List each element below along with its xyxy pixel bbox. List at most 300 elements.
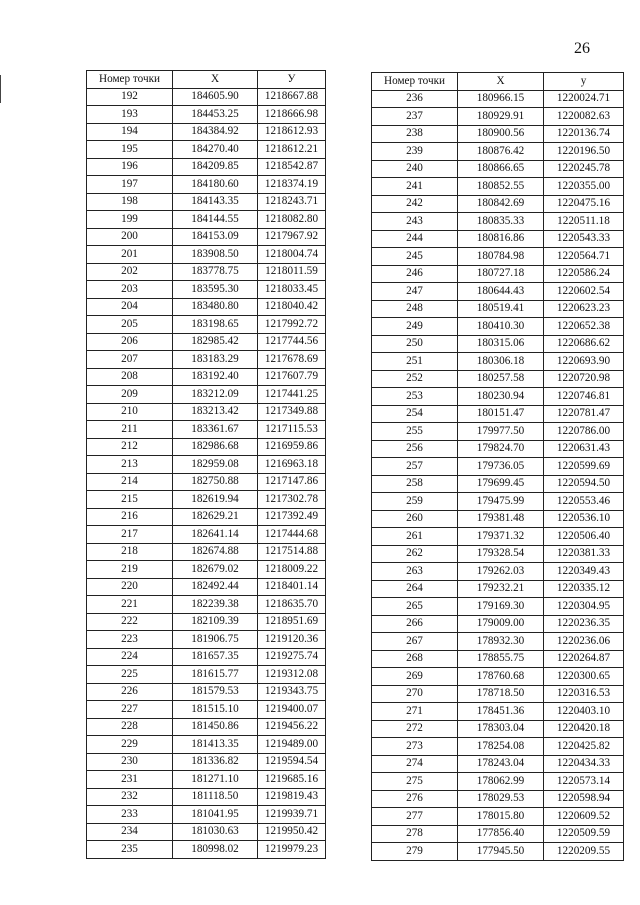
cell-y: 1217678.69 <box>258 351 326 369</box>
table-row <box>87 701 326 719</box>
cell-x: 180151.47 <box>458 405 544 423</box>
cell-y: 1218033.45 <box>258 281 326 299</box>
cell-point-number: 229 <box>87 736 173 754</box>
table-row <box>87 648 326 666</box>
cell-point-number: 231 <box>87 771 173 789</box>
cell-y: 1218374.19 <box>258 176 326 194</box>
cell-y: 1219950.42 <box>258 823 326 841</box>
cell-y: 1220475.16 <box>544 195 624 213</box>
table-row <box>372 440 624 458</box>
cell-point-number: 222 <box>87 613 173 631</box>
cell-y: 1220602.54 <box>544 283 624 301</box>
table-row <box>372 563 624 581</box>
cell-y: 1220236.06 <box>544 633 624 651</box>
cell-point-number: 203 <box>87 281 173 299</box>
cell-y: 1219312.08 <box>258 666 326 684</box>
cell-x: 178254.08 <box>458 738 544 756</box>
cell-point-number: 198 <box>87 193 173 211</box>
cell-x: 183778.75 <box>173 263 258 281</box>
cell-x: 180519.41 <box>458 300 544 318</box>
cell-y: 1218004.74 <box>258 246 326 264</box>
cell-point-number: 250 <box>372 335 458 353</box>
cell-x: 183212.09 <box>173 386 258 404</box>
cell-y: 1220381.33 <box>544 545 624 563</box>
cell-x: 178451.36 <box>458 703 544 721</box>
cell-x: 180929.91 <box>458 108 544 126</box>
table-row <box>372 773 624 791</box>
cell-x: 183192.40 <box>173 368 258 386</box>
table-row <box>372 598 624 616</box>
table-row <box>372 755 624 773</box>
table-row <box>372 353 624 371</box>
table-row <box>87 736 326 754</box>
cell-x: 180306.18 <box>458 353 544 371</box>
cell-y: 1218040.42 <box>258 298 326 316</box>
cell-y: 1220553.46 <box>544 493 624 511</box>
cell-y: 1216963.18 <box>258 456 326 474</box>
cell-point-number: 210 <box>87 403 173 421</box>
cell-point-number: 215 <box>87 491 173 509</box>
cell-point-number: 278 <box>372 825 458 843</box>
cell-x: 178932.30 <box>458 633 544 651</box>
cell-y: 1220652.38 <box>544 318 624 336</box>
table-row <box>87 246 326 264</box>
cell-point-number: 214 <box>87 473 173 491</box>
table-row <box>87 596 326 614</box>
cell-point-number: 194 <box>87 123 173 141</box>
cell-point-number: 275 <box>372 773 458 791</box>
cell-x: 180835.33 <box>458 213 544 231</box>
coordinates-table-left <box>86 70 326 859</box>
cell-point-number: 237 <box>372 108 458 126</box>
cell-x: 179699.45 <box>458 475 544 493</box>
cell-y: 1220693.90 <box>544 353 624 371</box>
cell-point-number: 211 <box>87 421 173 439</box>
cell-x: 178855.75 <box>458 650 544 668</box>
table-row <box>87 158 326 176</box>
cell-y: 1220236.35 <box>544 615 624 633</box>
table-row <box>87 753 326 771</box>
cell-point-number: 206 <box>87 333 173 351</box>
table-row <box>372 143 624 161</box>
cell-y: 1220209.55 <box>544 843 624 861</box>
cell-point-number: 192 <box>87 88 173 106</box>
table-row <box>87 88 326 106</box>
cell-y: 1218243.71 <box>258 193 326 211</box>
cell-x: 179475.99 <box>458 493 544 511</box>
table-row <box>372 423 624 441</box>
cell-point-number: 238 <box>372 125 458 143</box>
cell-point-number: 202 <box>87 263 173 281</box>
table-row <box>87 106 326 124</box>
cell-y: 1220264.87 <box>544 650 624 668</box>
cell-x: 179232.21 <box>458 580 544 598</box>
cell-x: 179977.50 <box>458 423 544 441</box>
cell-point-number: 279 <box>372 843 458 861</box>
cell-x: 181906.75 <box>173 631 258 649</box>
cell-x: 182674.88 <box>173 543 258 561</box>
cell-point-number: 226 <box>87 683 173 701</box>
cell-y: 1220686.62 <box>544 335 624 353</box>
cell-point-number: 204 <box>87 298 173 316</box>
cell-y: 1220631.43 <box>544 440 624 458</box>
cell-y: 1220316.53 <box>544 685 624 703</box>
cell-point-number: 251 <box>372 353 458 371</box>
header-point-number: Номер точки <box>87 71 173 89</box>
table-row <box>87 193 326 211</box>
cell-x: 183198.65 <box>173 316 258 334</box>
table-row <box>87 543 326 561</box>
table-row <box>372 370 624 388</box>
cell-y: 1218612.21 <box>258 141 326 159</box>
cell-x: 180315.06 <box>458 335 544 353</box>
table-row <box>87 281 326 299</box>
cell-point-number: 248 <box>372 300 458 318</box>
cell-x: 182629.21 <box>173 508 258 526</box>
cell-y: 1220720.98 <box>544 370 624 388</box>
cell-point-number: 266 <box>372 615 458 633</box>
cell-y: 1220623.23 <box>544 300 624 318</box>
cell-point-number: 262 <box>372 545 458 563</box>
cell-y: 1217441.25 <box>258 386 326 404</box>
table-row <box>87 841 326 859</box>
cell-point-number: 201 <box>87 246 173 264</box>
cell-y: 1220136.74 <box>544 125 624 143</box>
cell-y: 1220403.10 <box>544 703 624 721</box>
table-row <box>372 843 624 861</box>
cell-y: 1218635.70 <box>258 596 326 614</box>
cell-x: 182492.44 <box>173 578 258 596</box>
cell-y: 1220245.78 <box>544 160 624 178</box>
cell-x: 182679.02 <box>173 561 258 579</box>
cell-point-number: 253 <box>372 388 458 406</box>
cell-point-number: 265 <box>372 598 458 616</box>
cell-point-number: 243 <box>372 213 458 231</box>
cell-y: 1220304.95 <box>544 598 624 616</box>
cell-y: 1217349.88 <box>258 403 326 421</box>
cell-x: 182985.42 <box>173 333 258 351</box>
cell-y: 1220746.81 <box>544 388 624 406</box>
cell-point-number: 217 <box>87 526 173 544</box>
cell-point-number: 272 <box>372 720 458 738</box>
cell-x: 177856.40 <box>458 825 544 843</box>
cell-y: 1217744.56 <box>258 333 326 351</box>
cell-x: 180727.18 <box>458 265 544 283</box>
table-row <box>372 458 624 476</box>
cell-y: 1220543.33 <box>544 230 624 248</box>
cell-x: 180900.56 <box>458 125 544 143</box>
table-row <box>372 493 624 511</box>
cell-x: 182986.68 <box>173 438 258 456</box>
table-row <box>372 790 624 808</box>
cell-x: 181030.63 <box>173 823 258 841</box>
cell-y: 1217992.72 <box>258 316 326 334</box>
table-row <box>87 718 326 736</box>
cell-point-number: 209 <box>87 386 173 404</box>
cell-x: 179009.00 <box>458 615 544 633</box>
table-row <box>372 720 624 738</box>
cell-x: 179262.03 <box>458 563 544 581</box>
table-row <box>372 265 624 283</box>
cell-point-number: 242 <box>372 195 458 213</box>
cell-y: 1220573.14 <box>544 773 624 791</box>
cell-y: 1220355.00 <box>544 178 624 196</box>
cell-point-number: 244 <box>372 230 458 248</box>
cell-x: 184143.35 <box>173 193 258 211</box>
table-row <box>87 456 326 474</box>
table-row <box>87 631 326 649</box>
table-row <box>372 248 624 266</box>
cell-x: 183908.50 <box>173 246 258 264</box>
cell-y: 1218542.87 <box>258 158 326 176</box>
cell-y: 1220511.18 <box>544 213 624 231</box>
cell-y: 1219275.74 <box>258 648 326 666</box>
cell-y: 1219979.23 <box>258 841 326 859</box>
cell-x: 181450.86 <box>173 718 258 736</box>
cell-y: 1217147.86 <box>258 473 326 491</box>
cell-y: 1217514.88 <box>258 543 326 561</box>
table-row <box>372 668 624 686</box>
cell-x: 180876.42 <box>458 143 544 161</box>
cell-x: 180816.86 <box>458 230 544 248</box>
table-row <box>372 545 624 563</box>
table-row <box>87 771 326 789</box>
cell-point-number: 219 <box>87 561 173 579</box>
table-row <box>372 703 624 721</box>
cell-y: 1217115.53 <box>258 421 326 439</box>
cell-y: 1219939.71 <box>258 806 326 824</box>
cell-point-number: 240 <box>372 160 458 178</box>
table-row <box>372 528 624 546</box>
table-row <box>87 263 326 281</box>
cell-x: 180966.15 <box>458 90 544 108</box>
cell-y: 1219594.54 <box>258 753 326 771</box>
table-row <box>372 108 624 126</box>
cell-point-number: 247 <box>372 283 458 301</box>
cell-x: 178243.04 <box>458 755 544 773</box>
table-row <box>372 685 624 703</box>
cell-point-number: 213 <box>87 456 173 474</box>
table-row <box>87 508 326 526</box>
table-row <box>87 141 326 159</box>
table-row <box>372 318 624 336</box>
cell-y: 1217392.49 <box>258 508 326 526</box>
cell-x: 181271.10 <box>173 771 258 789</box>
cell-x: 183361.67 <box>173 421 258 439</box>
table-row <box>372 825 624 843</box>
cell-x: 180644.43 <box>458 283 544 301</box>
cell-x: 184270.40 <box>173 141 258 159</box>
cell-x: 182109.39 <box>173 613 258 631</box>
cell-point-number: 221 <box>87 596 173 614</box>
cell-x: 178718.50 <box>458 685 544 703</box>
table-row <box>372 808 624 826</box>
table-row <box>372 195 624 213</box>
cell-y: 1220082.63 <box>544 108 624 126</box>
cell-x: 180784.98 <box>458 248 544 266</box>
table-row <box>372 160 624 178</box>
cell-point-number: 220 <box>87 578 173 596</box>
cell-x: 179736.05 <box>458 458 544 476</box>
cell-x: 180410.30 <box>458 318 544 336</box>
cell-x: 179381.48 <box>458 510 544 528</box>
cell-point-number: 208 <box>87 368 173 386</box>
cell-x: 177945.50 <box>458 843 544 861</box>
cell-y: 1216959.86 <box>258 438 326 456</box>
cell-x: 184180.60 <box>173 176 258 194</box>
cell-point-number: 233 <box>87 806 173 824</box>
table-row <box>87 473 326 491</box>
cell-point-number: 263 <box>372 563 458 581</box>
table-row <box>372 738 624 756</box>
table-header-row <box>372 73 624 91</box>
cell-point-number: 252 <box>372 370 458 388</box>
cell-y: 1220506.40 <box>544 528 624 546</box>
table-row <box>87 228 326 246</box>
cell-point-number: 271 <box>372 703 458 721</box>
table-row <box>87 386 326 404</box>
cell-x: 180998.02 <box>173 841 258 859</box>
cell-x: 179328.54 <box>458 545 544 563</box>
table-row <box>372 90 624 108</box>
cell-point-number: 216 <box>87 508 173 526</box>
header-x: X <box>458 73 544 91</box>
cell-y: 1220598.94 <box>544 790 624 808</box>
cell-x: 178015.80 <box>458 808 544 826</box>
cell-point-number: 225 <box>87 666 173 684</box>
cell-x: 181336.82 <box>173 753 258 771</box>
cell-y: 1220786.00 <box>544 423 624 441</box>
cell-x: 178029.53 <box>458 790 544 808</box>
cell-point-number: 264 <box>372 580 458 598</box>
table-row <box>87 351 326 369</box>
cell-y: 1220335.12 <box>544 580 624 598</box>
table-row <box>372 125 624 143</box>
cell-point-number: 218 <box>87 543 173 561</box>
cell-point-number: 197 <box>87 176 173 194</box>
cell-y: 1220425.82 <box>544 738 624 756</box>
table-row <box>87 561 326 579</box>
table-row <box>87 211 326 229</box>
table-row <box>87 666 326 684</box>
cell-x: 181041.95 <box>173 806 258 824</box>
table-row <box>372 300 624 318</box>
cell-point-number: 256 <box>372 440 458 458</box>
margin-mark <box>0 75 1 103</box>
cell-y: 1217967.92 <box>258 228 326 246</box>
cell-y: 1220196.50 <box>544 143 624 161</box>
cell-y: 1220609.52 <box>544 808 624 826</box>
cell-y: 1220024.71 <box>544 90 624 108</box>
cell-point-number: 255 <box>372 423 458 441</box>
cell-x: 182959.08 <box>173 456 258 474</box>
cell-point-number: 235 <box>87 841 173 859</box>
cell-x: 182619.94 <box>173 491 258 509</box>
coordinates-table-right <box>371 72 624 861</box>
cell-point-number: 196 <box>87 158 173 176</box>
cell-x: 178303.04 <box>458 720 544 738</box>
cell-point-number: 246 <box>372 265 458 283</box>
table-row <box>372 615 624 633</box>
table-row <box>87 368 326 386</box>
table-row <box>372 633 624 651</box>
cell-point-number: 254 <box>372 405 458 423</box>
cell-point-number: 273 <box>372 738 458 756</box>
cell-x: 181118.50 <box>173 788 258 806</box>
header-y: у <box>544 73 624 91</box>
cell-point-number: 261 <box>372 528 458 546</box>
header-y: У <box>258 71 326 89</box>
cell-x: 181413.35 <box>173 736 258 754</box>
cell-x: 184153.09 <box>173 228 258 246</box>
table-row <box>87 438 326 456</box>
cell-y: 1218666.98 <box>258 106 326 124</box>
cell-y: 1219489.00 <box>258 736 326 754</box>
cell-y: 1219685.16 <box>258 771 326 789</box>
cell-point-number: 224 <box>87 648 173 666</box>
table-row <box>372 510 624 528</box>
cell-x: 184144.55 <box>173 211 258 229</box>
cell-y: 1220594.50 <box>544 475 624 493</box>
cell-point-number: 230 <box>87 753 173 771</box>
cell-x: 184209.85 <box>173 158 258 176</box>
cell-y: 1220586.24 <box>544 265 624 283</box>
table-header-row <box>87 71 326 89</box>
cell-y: 1220420.18 <box>544 720 624 738</box>
header-point-number: Номер точки <box>372 73 458 91</box>
table-row <box>372 405 624 423</box>
cell-point-number: 258 <box>372 475 458 493</box>
cell-point-number: 276 <box>372 790 458 808</box>
cell-y: 1217444.68 <box>258 526 326 544</box>
cell-x: 184605.90 <box>173 88 258 106</box>
cell-point-number: 241 <box>372 178 458 196</box>
table-row <box>87 823 326 841</box>
cell-x: 181579.53 <box>173 683 258 701</box>
cell-y: 1220434.33 <box>544 755 624 773</box>
cell-x: 183183.29 <box>173 351 258 369</box>
cell-point-number: 270 <box>372 685 458 703</box>
table-row <box>87 403 326 421</box>
cell-x: 182641.14 <box>173 526 258 544</box>
table-row <box>87 298 326 316</box>
table-row <box>372 283 624 301</box>
cell-x: 182750.88 <box>173 473 258 491</box>
cell-y: 1220599.69 <box>544 458 624 476</box>
table-row <box>372 335 624 353</box>
cell-y: 1220564.71 <box>544 248 624 266</box>
table-row <box>372 213 624 231</box>
cell-y: 1220509.59 <box>544 825 624 843</box>
cell-y: 1219456.22 <box>258 718 326 736</box>
cell-y: 1220536.10 <box>544 510 624 528</box>
table-row <box>372 230 624 248</box>
cell-point-number: 200 <box>87 228 173 246</box>
cell-x: 179824.70 <box>458 440 544 458</box>
cell-x: 181515.10 <box>173 701 258 719</box>
cell-x: 180842.69 <box>458 195 544 213</box>
table-row <box>87 806 326 824</box>
cell-point-number: 234 <box>87 823 173 841</box>
cell-y: 1220349.43 <box>544 563 624 581</box>
cell-x: 180257.58 <box>458 370 544 388</box>
cell-x: 183213.42 <box>173 403 258 421</box>
cell-point-number: 267 <box>372 633 458 651</box>
table-row <box>87 526 326 544</box>
cell-point-number: 195 <box>87 141 173 159</box>
cell-y: 1219120.36 <box>258 631 326 649</box>
cell-x: 179169.30 <box>458 598 544 616</box>
